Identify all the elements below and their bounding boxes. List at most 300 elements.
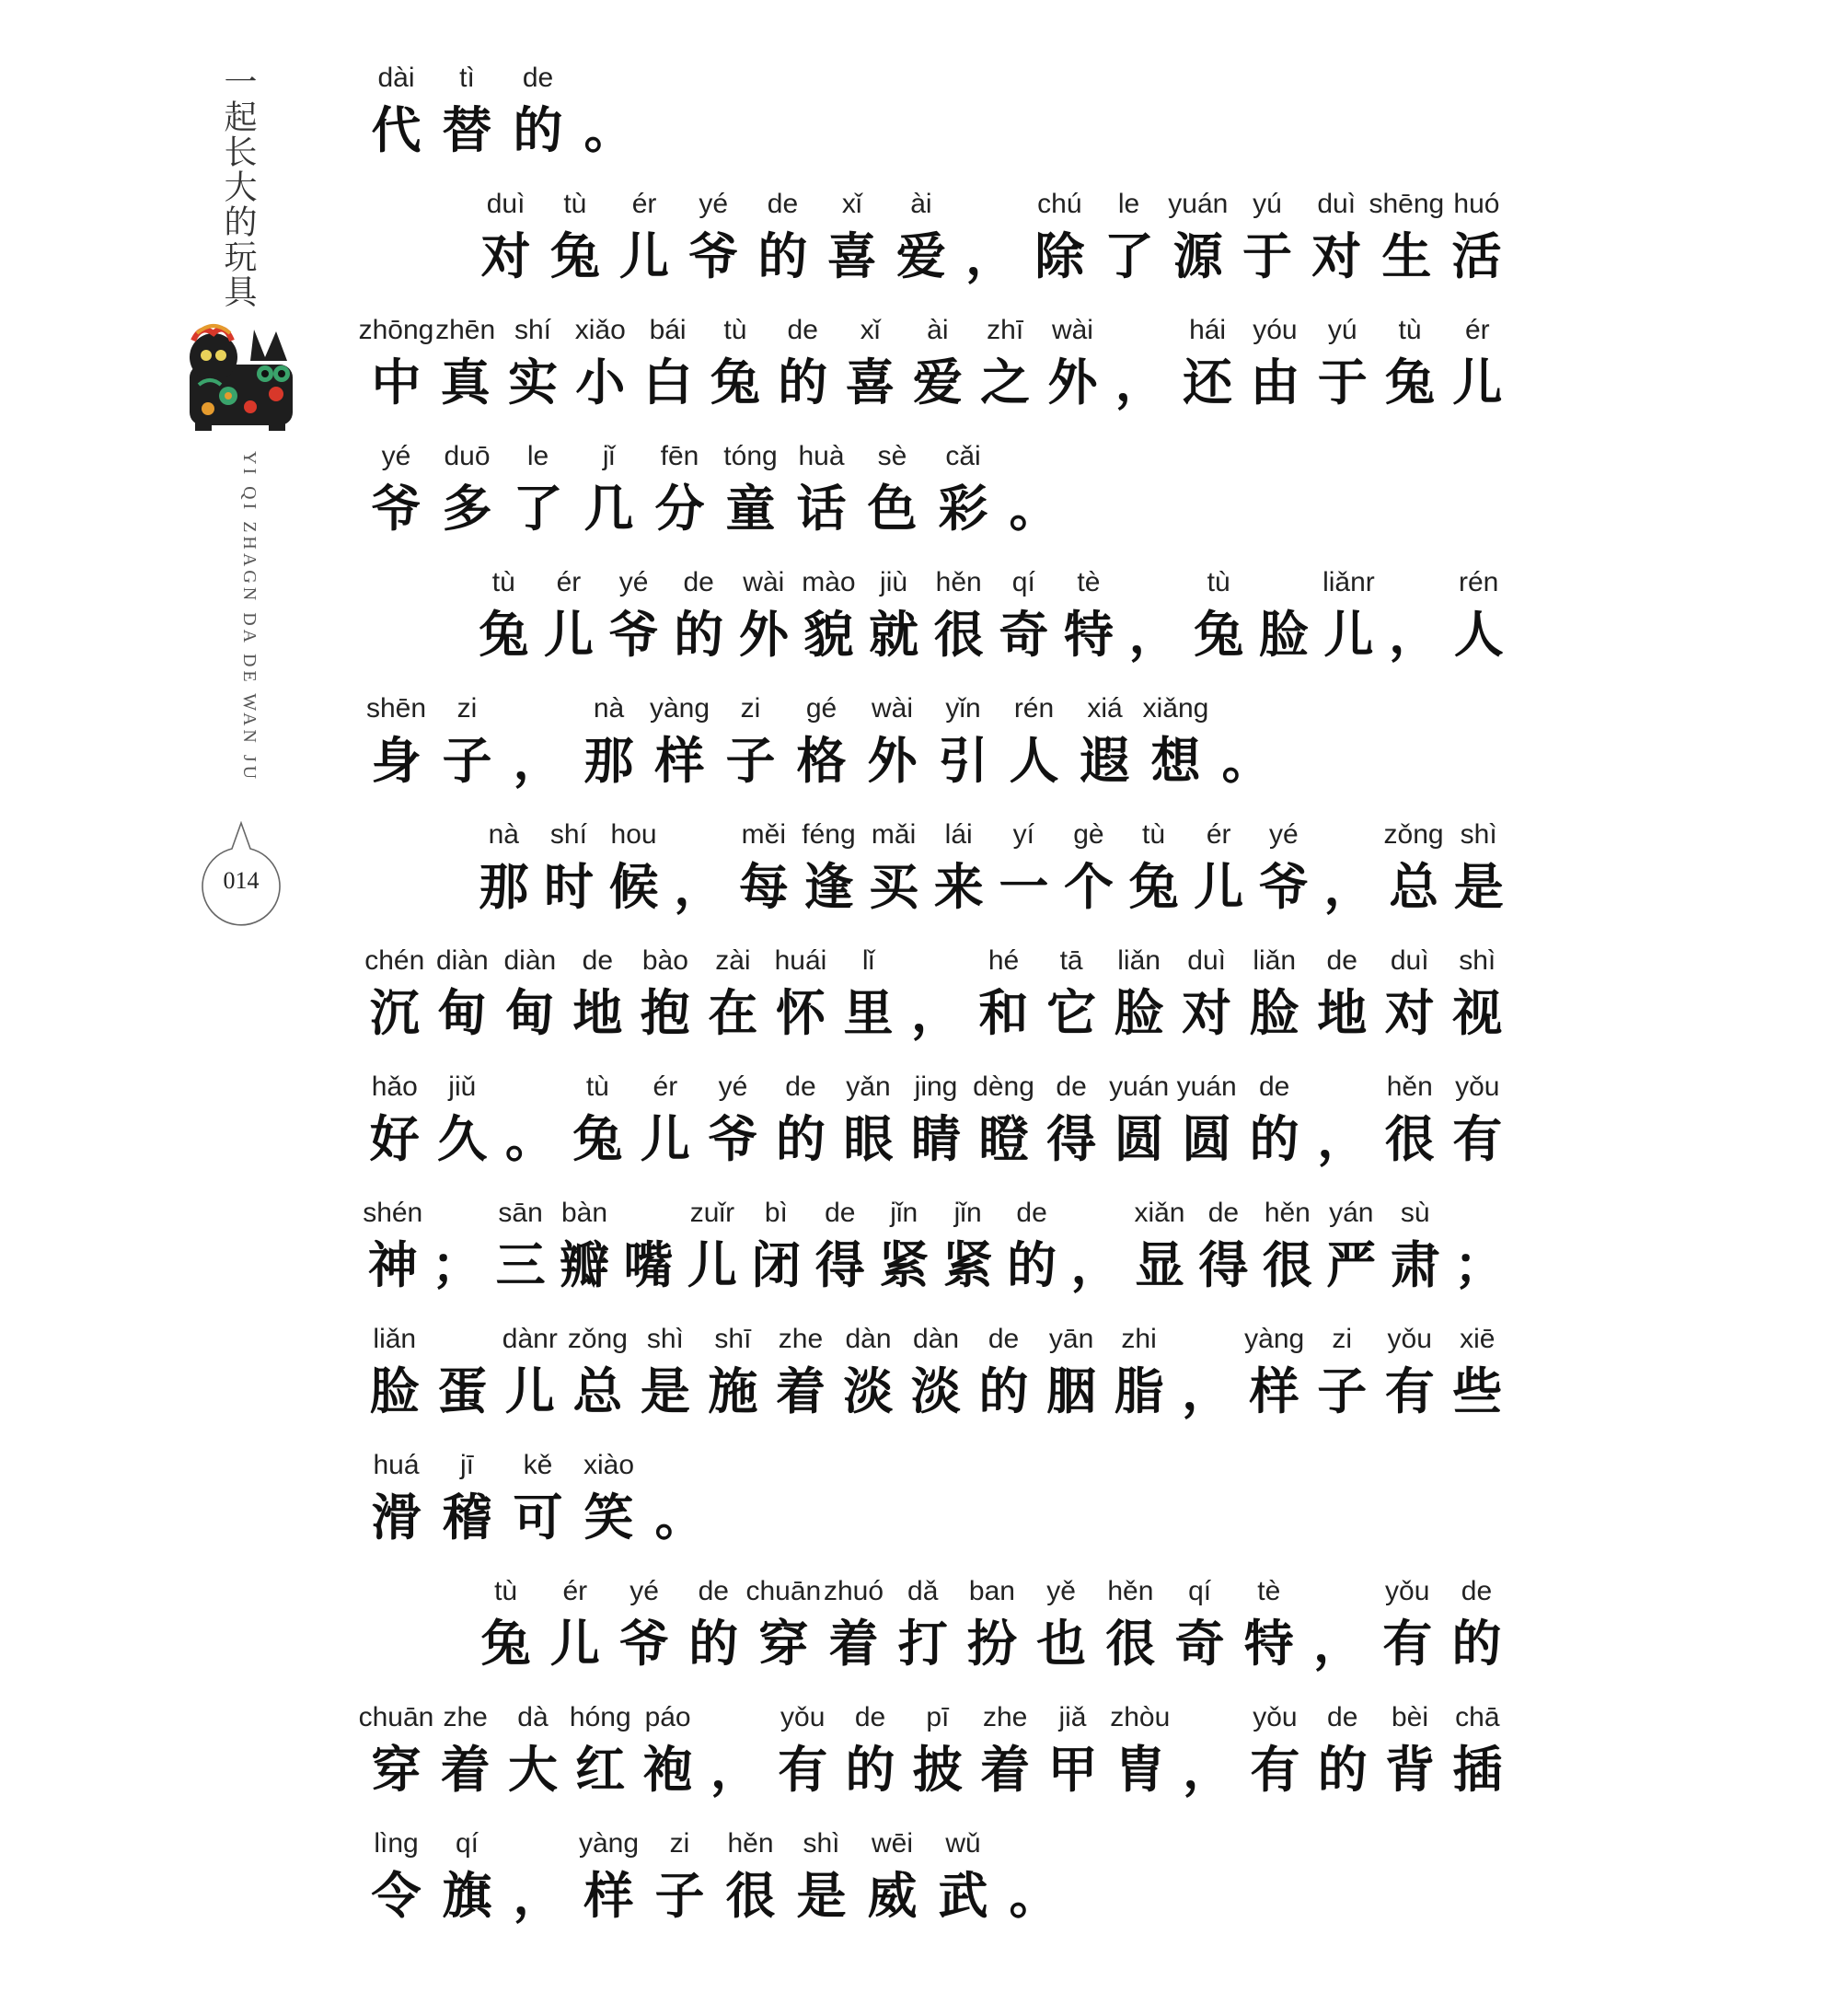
char-unit <box>970 940 1038 1043</box>
pinyin-annotation: shēn <box>365 693 427 724</box>
char-unit <box>1232 183 1301 286</box>
char-unit <box>1446 562 1511 665</box>
pinyin-annotation: yàng <box>649 693 710 724</box>
pinyin-annotation: nà <box>593 693 625 724</box>
hanzi-character: 脸 <box>369 1361 420 1420</box>
hanzi-character: 兔 <box>1385 353 1436 411</box>
char-unit <box>902 940 970 1043</box>
char-unit <box>715 1823 786 1926</box>
char-unit <box>1376 1318 1444 1421</box>
pinyin-annotation: bào <box>641 945 688 976</box>
char-unit <box>835 1318 903 1421</box>
pinyin-annotation: de <box>825 1198 856 1228</box>
pinyin-annotation: de <box>1327 1702 1358 1732</box>
char-unit <box>358 1697 434 1800</box>
pinyin-annotation: zǒng <box>1383 819 1444 850</box>
hanzi-character: ， <box>1070 1235 1121 1294</box>
hanzi-character: 的 <box>1007 1235 1057 1294</box>
pinyin-annotation: dàn <box>845 1324 892 1354</box>
pinyin-annotation: bái <box>649 315 687 345</box>
pinyin-annotation: yé <box>1268 819 1299 850</box>
hanzi-character: 施 <box>708 1361 758 1420</box>
char-unit <box>808 1192 872 1295</box>
text-line <box>361 688 1511 814</box>
pinyin-annotation: yú <box>1253 189 1282 219</box>
char-unit <box>1106 1697 1173 1800</box>
char-unit <box>1105 940 1173 1043</box>
hanzi-character: ， <box>1182 1361 1232 1420</box>
hanzi-character: 几 <box>583 479 634 538</box>
char-unit <box>1252 814 1317 917</box>
char-unit <box>496 1318 564 1421</box>
char-unit <box>1165 1570 1234 1674</box>
text-line <box>361 1066 1511 1192</box>
hanzi-character: 的 <box>757 226 808 285</box>
char-unit <box>936 1192 999 1295</box>
char-unit <box>999 688 1069 791</box>
char-unit <box>786 1823 857 1926</box>
hanzi-character: 它 <box>1046 983 1097 1042</box>
hanzi-character: 有 <box>1382 1614 1433 1673</box>
char-unit <box>471 562 537 665</box>
hanzi-character: 样 <box>654 731 705 790</box>
hanzi-character: 红 <box>575 1740 626 1799</box>
pinyin-annotation: bì <box>764 1198 788 1228</box>
char-unit <box>1444 1318 1512 1421</box>
hanzi-character: 脸 <box>1249 983 1299 1042</box>
pinyin-annotation: yān <box>1048 1324 1094 1354</box>
text-line <box>358 309 1511 435</box>
char-unit <box>769 309 837 412</box>
hanzi-character: 人 <box>1453 605 1504 664</box>
pinyin-annotation: rén <box>1013 693 1055 724</box>
page-number-badge <box>197 821 285 937</box>
pinyin-annotation: chā <box>1455 1702 1500 1732</box>
hanzi-character: 里 <box>843 983 894 1042</box>
char-unit <box>1173 1697 1241 1800</box>
hanzi-character: 童 <box>725 479 776 538</box>
hanzi-character: 好 <box>369 1109 420 1168</box>
hanzi-character: ， <box>1115 353 1165 411</box>
hanzi-character: 子 <box>442 731 492 790</box>
pinyin-annotation: páo <box>644 1702 691 1732</box>
char-unit <box>748 183 817 286</box>
char-unit <box>1381 814 1447 917</box>
hanzi-character: 兔 <box>1128 857 1179 916</box>
hanzi-character: 格 <box>796 731 847 790</box>
hanzi-character: 有 <box>1452 1109 1503 1168</box>
char-unit <box>926 562 991 665</box>
pinyin-annotation: ér <box>631 189 657 219</box>
char-unit <box>644 1444 715 1547</box>
hanzi-character: 得 <box>1198 1235 1249 1294</box>
char-unit <box>502 435 573 539</box>
hanzi-character: 的 <box>513 100 563 159</box>
hanzi-character: ， <box>1183 1740 1233 1799</box>
pinyin-annotation: xiē <box>1460 1324 1496 1354</box>
hanzi-character: 滑 <box>371 1488 422 1546</box>
hanzi-character: 总 <box>572 1361 623 1420</box>
hanzi-character: 胄 <box>1115 1740 1165 1799</box>
hanzi-character: 披 <box>912 1740 963 1799</box>
char-unit <box>1037 1066 1105 1169</box>
hanzi-character: 兔 <box>479 605 529 664</box>
hanzi-character: 的 <box>775 1109 826 1168</box>
char-unit <box>970 1318 1038 1421</box>
pinyin-annotation: zi <box>456 693 478 724</box>
pinyin-annotation: duì <box>1390 945 1429 976</box>
pinyin-annotation: le <box>526 441 549 471</box>
char-unit <box>886 183 955 286</box>
char-unit <box>1241 940 1309 1043</box>
pinyin-annotation: shì <box>1460 819 1497 850</box>
char-unit <box>1039 1697 1106 1800</box>
pinyin-annotation: xǐ <box>841 189 862 219</box>
char-unit <box>745 1192 808 1295</box>
char-unit <box>361 940 429 1043</box>
char-unit <box>767 1066 835 1169</box>
hanzi-character: 笑 <box>583 1488 634 1546</box>
hanzi-character: 扮 <box>966 1614 1017 1673</box>
hanzi-character: 着 <box>440 1740 491 1799</box>
char-unit <box>732 562 797 665</box>
pinyin-annotation: tù <box>723 315 747 345</box>
char-unit <box>861 814 927 917</box>
hanzi-character: 样 <box>583 1866 634 1925</box>
char-unit <box>573 57 644 160</box>
hanzi-character: 的 <box>978 1361 1029 1420</box>
pinyin-annotation: chú <box>1037 189 1082 219</box>
char-unit <box>361 435 432 539</box>
hanzi-character: 胭 <box>1046 1361 1097 1420</box>
pinyin-annotation: jǐ <box>602 441 616 471</box>
hanzi-character: 得 <box>814 1235 865 1294</box>
hanzi-character: 外 <box>1047 353 1098 411</box>
pinyin-annotation: xǐ <box>860 315 881 345</box>
char-unit <box>361 1066 429 1169</box>
char-unit <box>1094 183 1163 286</box>
pinyin-annotation: liǎn <box>373 1324 417 1354</box>
hanzi-character: 打 <box>897 1614 948 1673</box>
char-unit <box>699 940 768 1043</box>
char-unit <box>904 309 971 412</box>
pinyin-annotation: ban <box>968 1576 1015 1606</box>
char-unit <box>1383 1192 1447 1295</box>
char-unit <box>634 309 701 412</box>
char-unit <box>902 1318 970 1421</box>
hanzi-character: 着 <box>775 1361 826 1420</box>
hanzi-character: 儿 <box>504 1361 555 1420</box>
book-title-vertical: 一起长大的玩具 <box>219 64 257 309</box>
pinyin-annotation: xiǎng <box>1142 693 1209 724</box>
char-unit <box>1127 1192 1191 1295</box>
char-unit <box>861 562 927 665</box>
pinyin-annotation: xiá <box>1087 693 1123 724</box>
char-unit <box>432 1444 502 1547</box>
hanzi-character: 显 <box>1134 1235 1184 1294</box>
hanzi-character: 很 <box>1262 1235 1312 1294</box>
char-unit <box>1252 562 1317 665</box>
hanzi-character: 插 <box>1452 1740 1503 1799</box>
hanzi-character: 兔 <box>480 1614 531 1673</box>
pinyin-annotation: chuān <box>745 1576 822 1606</box>
char-unit <box>679 1570 748 1674</box>
hanzi-character: 紧 <box>879 1235 930 1294</box>
hanzi-character: 那 <box>479 857 529 916</box>
char-unit <box>991 562 1057 665</box>
hanzi-character: 儿 <box>543 605 594 664</box>
char-unit <box>970 1066 1038 1169</box>
hanzi-character: 兔 <box>1194 605 1244 664</box>
text-line <box>361 1823 1511 1949</box>
char-unit <box>361 1444 432 1547</box>
hanzi-character: 外 <box>738 605 789 664</box>
pinyin-annotation: de <box>988 1324 1020 1354</box>
pinyin-annotation: shí <box>514 315 551 345</box>
hanzi-character: 真 <box>440 353 491 411</box>
pinyin-annotation: tù <box>1207 567 1230 597</box>
hanzi-character: 甲 <box>1047 1740 1098 1799</box>
char-unit <box>573 688 644 791</box>
char-unit <box>1241 1066 1309 1169</box>
pinyin-annotation: gé <box>805 693 837 724</box>
pinyin-annotation: cǎi <box>945 441 981 471</box>
hanzi-character: 儿 <box>619 226 670 285</box>
pinyin-annotation: jiǎ <box>1058 1702 1087 1732</box>
hanzi-character: 奇 <box>999 605 1049 664</box>
pinyin-annotation: jiù <box>880 567 908 597</box>
pinyin-annotation: yóu <box>1253 315 1298 345</box>
pinyin-annotation: zhòu <box>1110 1702 1171 1732</box>
pinyin-annotation: de <box>1056 1072 1087 1102</box>
char-unit <box>1172 1318 1241 1421</box>
char-unit <box>1376 1697 1443 1800</box>
hanzi-character: 爱 <box>912 353 963 411</box>
hanzi-character: 爷 <box>1258 857 1309 916</box>
pinyin-annotation: zhe <box>982 1702 1028 1732</box>
hanzi-character: 就 <box>869 605 919 664</box>
hanzi-character: 甸 <box>504 983 555 1042</box>
hanzi-character: 视 <box>1452 983 1503 1042</box>
char-unit <box>1369 183 1445 286</box>
hanzi-character: ， <box>710 1740 760 1799</box>
char-unit <box>666 814 732 917</box>
hanzi-character: 样 <box>1249 1361 1299 1420</box>
hanzi-character: 爷 <box>708 1109 758 1168</box>
char-unit <box>1309 309 1376 412</box>
hanzi-character: 一 <box>999 857 1049 916</box>
hanzi-character: 白 <box>642 353 693 411</box>
hanzi-character: 令 <box>371 1866 422 1925</box>
pinyin-annotation: tì <box>459 63 475 93</box>
pinyin-annotation: de <box>1461 1576 1493 1606</box>
char-unit <box>1105 1066 1173 1169</box>
pinyin-annotation: de <box>1016 1198 1047 1228</box>
char-unit <box>361 57 432 160</box>
pinyin-annotation: xiǎo <box>574 315 626 345</box>
char-unit <box>499 1697 566 1800</box>
pinyin-annotation: mào <box>802 567 856 597</box>
hanzi-character: 的 <box>674 605 724 664</box>
pinyin-annotation: de <box>582 945 614 976</box>
text-line <box>361 57 1511 183</box>
hanzi-character: 还 <box>1183 353 1233 411</box>
pinyin-annotation: de <box>522 63 554 93</box>
hanzi-character: ， <box>1389 605 1439 664</box>
hanzi-character: 抱 <box>640 983 690 1042</box>
char-unit <box>361 1192 424 1295</box>
hanzi-character: 也 <box>1036 1614 1087 1673</box>
char-unit <box>552 1192 616 1295</box>
hanzi-character: 穿 <box>758 1614 809 1673</box>
char-unit <box>424 1192 488 1295</box>
char-unit <box>904 1697 971 1800</box>
hanzi-character: 喜 <box>826 226 877 285</box>
hanzi-character: 外 <box>867 731 918 790</box>
pinyin-annotation: de <box>787 315 818 345</box>
char-unit <box>1303 1570 1372 1674</box>
char-unit <box>1172 1066 1241 1169</box>
pinyin-annotation: hěn <box>1264 1198 1311 1228</box>
pinyin-annotation: tù <box>491 567 515 597</box>
char-unit <box>902 1066 970 1169</box>
hanzi-character: 由 <box>1250 353 1300 411</box>
hanzi-character: 兔 <box>710 353 760 411</box>
char-unit <box>1186 814 1252 917</box>
pinyin-annotation: nà <box>488 819 519 850</box>
char-unit <box>609 1570 678 1674</box>
pinyin-annotation: féng <box>802 819 856 850</box>
char-unit <box>1302 183 1371 286</box>
char-unit <box>888 1570 957 1674</box>
char-unit <box>1173 309 1241 412</box>
char-unit <box>429 1066 497 1169</box>
hanzi-character: 兔 <box>549 226 600 285</box>
hanzi-character: 的 <box>845 1740 895 1799</box>
pinyin-annotation: liǎn <box>1253 945 1297 976</box>
hanzi-character: 儿 <box>687 1235 737 1294</box>
hanzi-character: 得 <box>1046 1109 1097 1168</box>
hanzi-character: 很 <box>933 605 984 664</box>
pinyin-annotation: zhe <box>778 1324 824 1354</box>
char-unit <box>432 1697 499 1800</box>
pinyin-annotation: xiǎn <box>1134 1198 1185 1228</box>
hanzi-character: 代 <box>371 100 422 159</box>
hanzi-character: 闭 <box>751 1235 802 1294</box>
char-unit <box>835 940 903 1043</box>
hanzi-character: 儿 <box>640 1109 690 1168</box>
char-unit <box>1121 562 1186 665</box>
char-unit <box>972 1697 1039 1800</box>
char-unit <box>1308 1318 1376 1421</box>
pinyin-annotation: ér <box>1465 315 1490 345</box>
char-unit <box>1172 940 1241 1043</box>
pinyin-annotation: chén <box>364 945 425 976</box>
hanzi-character: 彩 <box>938 479 988 538</box>
char-unit <box>1444 1066 1512 1169</box>
char-unit <box>502 57 573 160</box>
hanzi-character: 怀 <box>775 983 826 1042</box>
char-unit <box>1442 183 1511 286</box>
char-unit <box>1242 309 1309 412</box>
char-unit <box>999 435 1069 539</box>
hanzi-character: 了 <box>1103 226 1154 285</box>
char-unit <box>496 1066 564 1169</box>
pinyin-annotation: dǎ <box>907 1576 939 1606</box>
hanzi-character: 很 <box>1384 1109 1435 1168</box>
char-unit <box>837 1697 904 1800</box>
char-unit <box>567 309 634 412</box>
char-unit <box>1121 814 1186 917</box>
hanzi-character: 多 <box>442 479 492 538</box>
hanzi-character: 着 <box>980 1740 1031 1799</box>
pinyin-annotation: bàn <box>561 1198 608 1228</box>
pinyin-annotation: le <box>1117 189 1140 219</box>
pinyin-annotation: yú <box>1327 315 1357 345</box>
text-line <box>361 940 1511 1066</box>
pinyin-annotation: hái <box>1189 315 1227 345</box>
char-unit <box>745 1570 822 1674</box>
pinyin-annotation: qí <box>1011 567 1035 597</box>
pinyin-annotation: hou <box>610 819 657 850</box>
pinyin-annotation: yuán <box>1168 189 1229 219</box>
pinyin-annotation: hóng <box>569 1702 631 1732</box>
pinyin-annotation: lái <box>944 819 973 850</box>
hanzi-character: 爷 <box>619 1614 670 1673</box>
hanzi-character: 可 <box>513 1488 563 1546</box>
char-unit <box>1105 1318 1173 1421</box>
char-unit <box>857 688 928 791</box>
pinyin-annotation: duì <box>1187 945 1226 976</box>
char-unit <box>1140 688 1211 791</box>
text-line <box>361 435 1511 562</box>
pinyin-annotation: hǎo <box>371 1072 418 1102</box>
hanzi-character: ， <box>911 983 962 1042</box>
hanzi-character: 爷 <box>688 226 739 285</box>
hanzi-character: 淡 <box>843 1361 894 1420</box>
pinyin-annotation: yé <box>718 1072 748 1102</box>
hanzi-character: 沉 <box>369 983 420 1042</box>
pinyin-annotation: ài <box>910 189 932 219</box>
pinyin-annotation: yǎn <box>846 1072 891 1102</box>
hanzi-character: 的 <box>778 353 828 411</box>
hanzi-character: 对 <box>1311 226 1362 285</box>
pinyin-annotation: gè <box>1073 819 1104 850</box>
char-unit <box>819 1570 888 1674</box>
pinyin-annotation: zhēn <box>435 315 496 345</box>
hanzi-character: 候 <box>608 857 659 916</box>
hanzi-character: 旗 <box>442 1866 492 1925</box>
char-unit <box>502 688 573 791</box>
pinyin-annotation: huà <box>798 441 845 471</box>
hanzi-character: 人 <box>1009 731 1059 790</box>
pinyin-annotation: liǎnr <box>1322 567 1375 597</box>
char-unit <box>1057 562 1122 665</box>
hanzi-character: 于 <box>1317 353 1368 411</box>
char-unit <box>644 1823 715 1926</box>
hanzi-character: ， <box>1323 857 1374 916</box>
pinyin-annotation: rén <box>1459 567 1499 597</box>
char-unit <box>1376 1066 1444 1169</box>
char-unit <box>601 562 666 665</box>
hanzi-character: 爷 <box>371 479 422 538</box>
hanzi-character: 嘴 <box>623 1235 674 1294</box>
pinyin-annotation: dà <box>517 1702 549 1732</box>
char-unit <box>432 1823 502 1926</box>
char-unit <box>1192 1192 1255 1295</box>
pinyin-annotation: jǐn <box>953 1198 982 1228</box>
char-unit <box>1234 1570 1303 1674</box>
